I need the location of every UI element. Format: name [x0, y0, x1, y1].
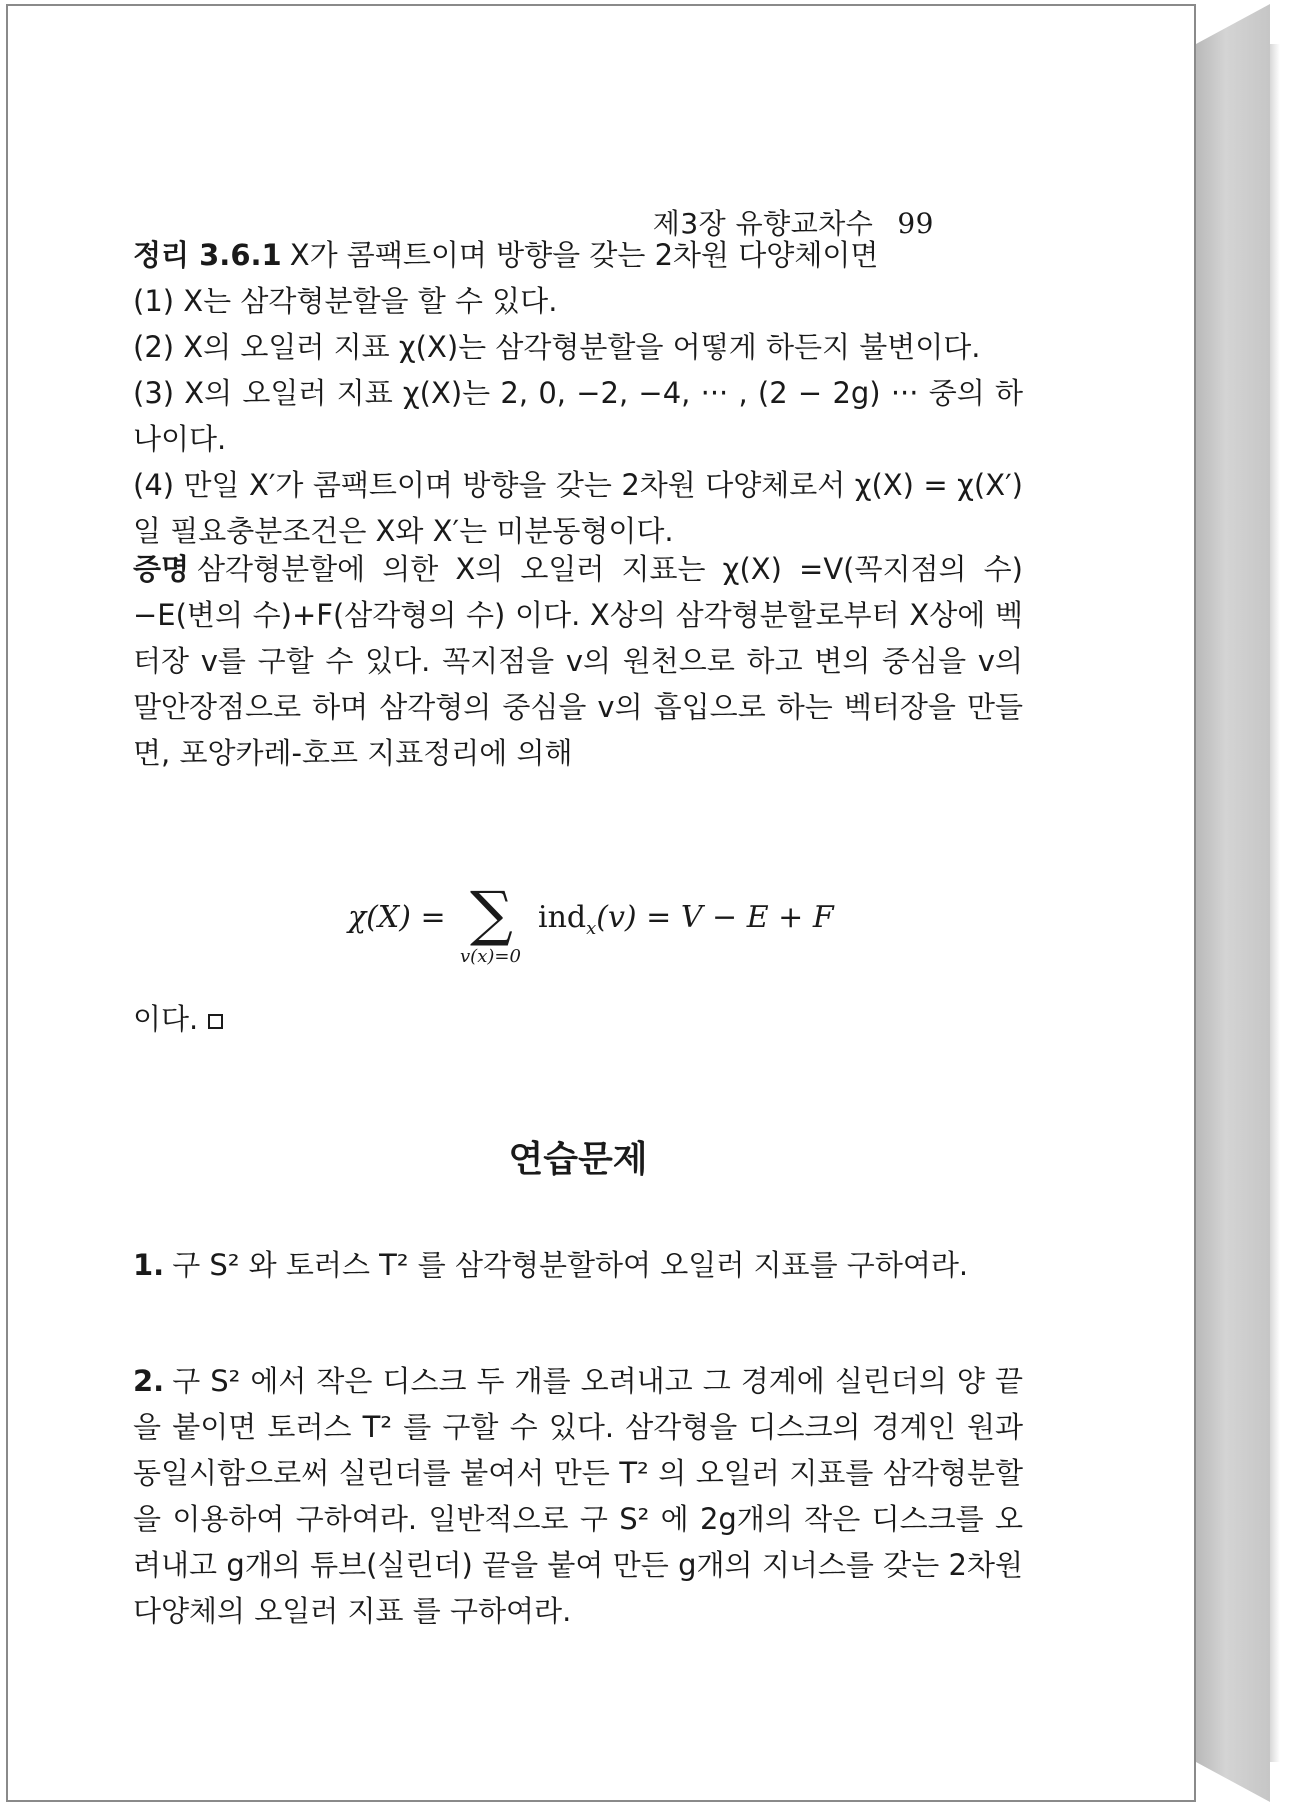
theorem-block — [133, 232, 1023, 554]
spine-bottom-edge — [1196, 1762, 1270, 1802]
qed-icon — [208, 1014, 223, 1029]
summation-index: v(x)=0 — [460, 946, 521, 967]
book-page — [6, 4, 1196, 1802]
exercise-1-paragraph — [133, 1242, 1023, 1288]
exercise-2-text: 구 S² 에서 작은 디스크 두 개를 오려내고 그 경계에 실린더의 양 끝을 붙이면 토러스 T² 를 구할 수 있다. 삼각형을 디스크의 경계인 원과 동일시함으로써 실린더를 붙여서 만든 T² 의 오일러 지표를 삼각형분할을 이용하여 구하여라. 일반적으로 구 S² 에 2g개의 작은 디스크를 오려내고 g개의 튜브(실린더) 끝을 붙여 만든 g개의 지너스를 갖는 2차원 다양체의 오일러 지표 를 구하여라. — [133, 1364, 1023, 1628]
theorem-intro — [133, 232, 1023, 278]
theorem-intro-text: X가 콤팩트이며 방향을 갖는 2차원 다양체이면 — [289, 238, 879, 272]
theorem-item-4: (4) 만일 X′가 콤팩트이며 방향을 갖는 2차원 다양체로서 χ(X) = χ(X′)일 필요충분조건은 X와 X′는 미분동형이다. — [133, 468, 1023, 548]
exercise-2-paragraph — [133, 1358, 1023, 1634]
theorem-item-3: (3) X의 오일러 지표 χ(X)는 2, 0, −2, −4, ··· , (2 − 2g) ··· 중의 하나이다. — [133, 376, 1023, 456]
ind-operator: ind — [538, 900, 587, 935]
equation-rhs-rest: (v) = V − E + F — [596, 900, 834, 935]
theorem-item-2: (2) X의 오일러 지표 χ(X)는 삼각형분할을 어떻게 하든지 불변이다. — [133, 330, 981, 364]
ind-subscript: x — [586, 918, 597, 939]
proof-text: 삼각형분할에 의한 X의 오일러 지표는 χ(X) =V(꼭지점의 수)−E(변의 수)+F(삼각형의 수) 이다. X상의 삼각형분할로부터 X상에 벡터장 v를 구할 수 있다. 꼭지점을 v의 원천으로 하고 변의 중심을 v의 말안장점으로 하며 삼각형의 중심을 v의 흡입으로 하는 벡터장을 만들면, 포앙카레-호프 지표정리에 의해 — [133, 552, 1023, 770]
proof-paragraph — [133, 546, 1023, 776]
theorem-label: 정리 3.6.1 — [133, 238, 282, 272]
exercises-title: 연습문제 — [508, 1139, 648, 1180]
proof-closing-text: 이다. — [133, 1002, 199, 1036]
exercise-2 — [133, 1358, 1023, 1634]
proof-block — [133, 546, 1023, 776]
chapter-title: 제3장 유향교차수 — [652, 207, 874, 240]
exercise-1-text: 구 S² 와 토러스 T² 를 삼각형분할하여 오일러 지표를 구하여라. — [172, 1248, 969, 1282]
theorem-item-1: (1) X는 삼각형분할을 할 수 있다. — [133, 284, 558, 318]
exercise-2-number: 2. — [133, 1364, 165, 1398]
book-shadow — [1270, 44, 1280, 1762]
exercise-1-number: 1. — [133, 1248, 165, 1282]
euler-equation — [348, 879, 968, 976]
book-spine — [1196, 4, 1270, 1802]
spine-top-edge — [1196, 4, 1270, 44]
equation-lhs: χ(X) = — [348, 900, 446, 935]
equation-rhs — [538, 900, 834, 939]
proof-label: 증명 — [133, 552, 190, 586]
summation-sign: ∑ — [470, 879, 513, 949]
page-number: 99 — [897, 207, 934, 240]
exercise-1 — [133, 1242, 1023, 1288]
proof-closing — [133, 996, 1023, 1042]
